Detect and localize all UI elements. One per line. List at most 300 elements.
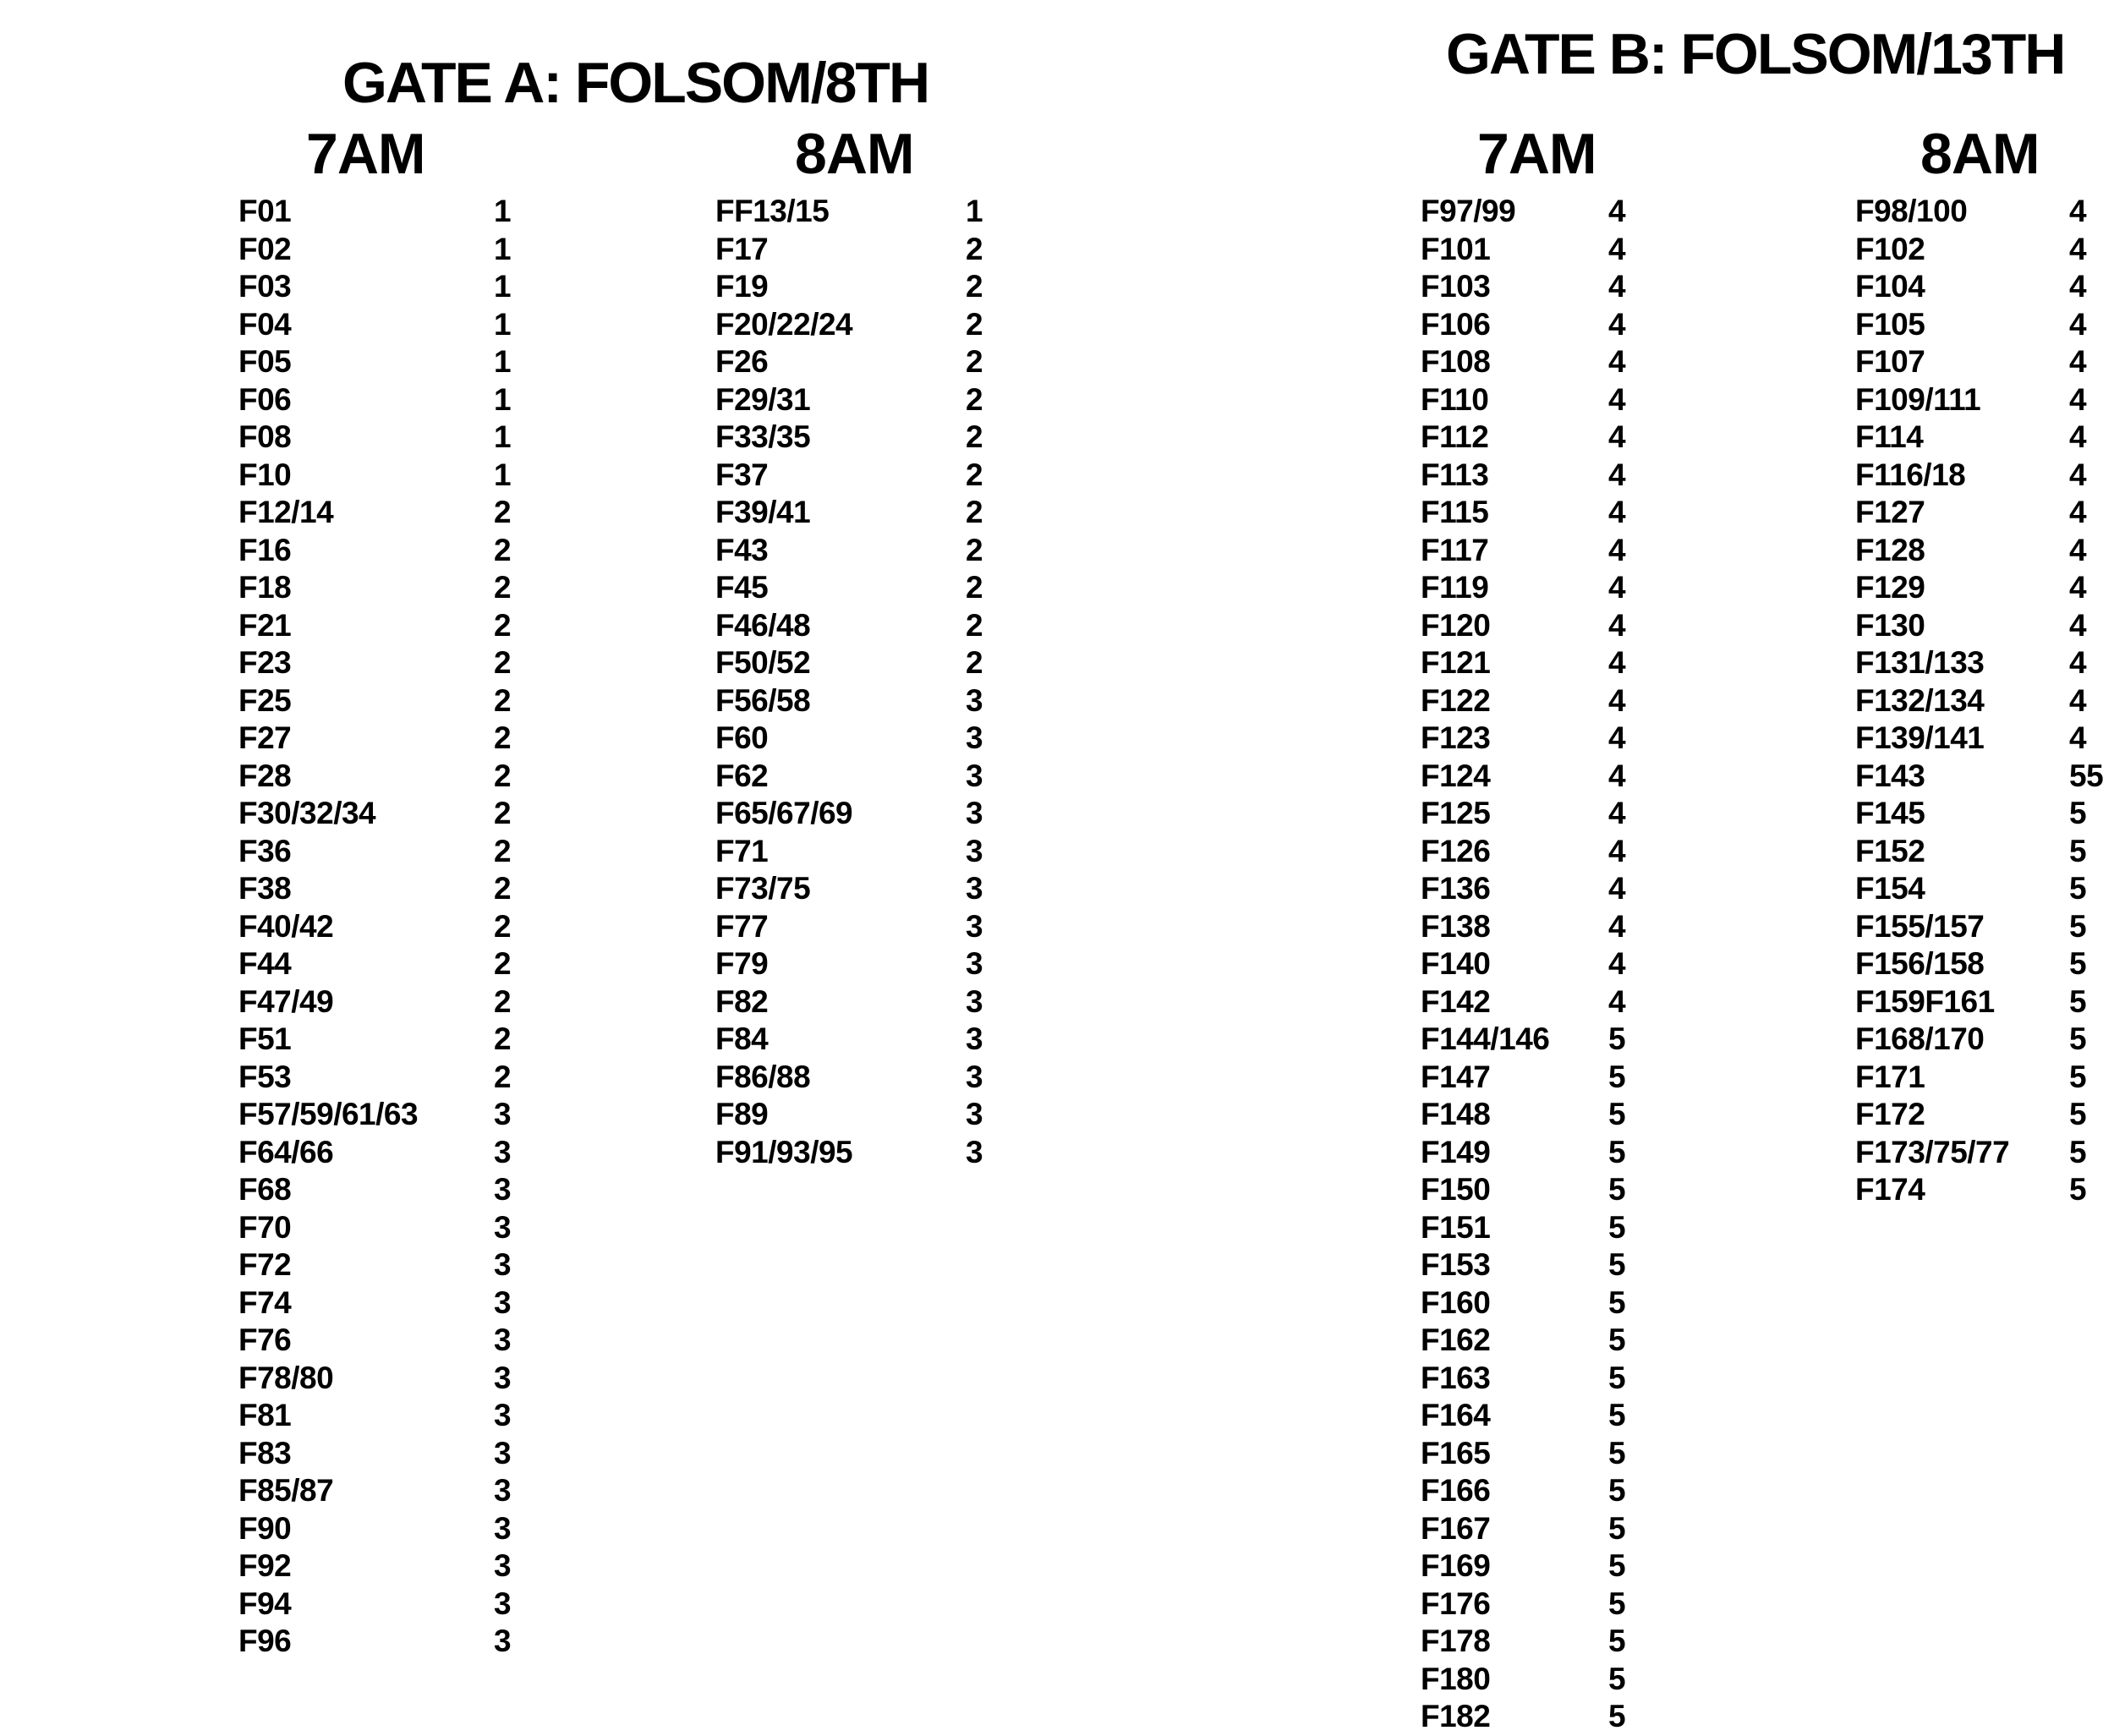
list-item: [1421, 1435, 1640, 1473]
item-number: 4: [1608, 682, 1626, 718]
item-number: 3: [966, 871, 983, 906]
list-item: [1421, 457, 1640, 495]
list-item: [1855, 833, 2109, 871]
item-code: F178: [1421, 1624, 1491, 1658]
gate-b-title: GATE B: FOLSOM/13TH: [1446, 22, 2065, 86]
item-number: 3: [494, 1510, 512, 1546]
item-number: 2: [494, 532, 512, 567]
gate-a-8am-header: 8AM: [795, 122, 914, 186]
item-number: 3: [494, 1473, 512, 1508]
item-code: F155/157: [1855, 908, 1985, 944]
list-item: [238, 833, 526, 871]
item-number: 2: [494, 908, 512, 944]
item-number: 4: [1608, 796, 1626, 830]
list-item: [1421, 306, 1640, 344]
item-code: F43: [715, 532, 769, 567]
item-number: 4: [2069, 381, 2087, 417]
list-item: [1421, 1021, 1640, 1059]
item-number: 1: [494, 231, 512, 266]
list-item: [1421, 682, 1640, 720]
item-number: 3: [966, 833, 983, 868]
list-item: [1421, 1171, 1640, 1209]
item-number: 2: [966, 344, 983, 379]
item-number: 5: [2069, 796, 2087, 830]
item-number: 55: [2069, 758, 2104, 793]
item-number: 1: [494, 419, 512, 454]
item-number: 4: [2069, 532, 2087, 567]
item-code: F56/58: [715, 682, 811, 718]
list-item: [715, 381, 1003, 419]
item-number: 5: [1608, 1473, 1626, 1508]
item-code: F17: [715, 231, 769, 266]
item-code: F152: [1855, 833, 1925, 868]
list-item: [1855, 607, 2109, 645]
item-number: 2: [494, 758, 512, 793]
gate-a-8am-list: [715, 193, 1003, 1171]
list-item: [1421, 494, 1640, 532]
item-number: 5: [1608, 1209, 1626, 1245]
list-item: [238, 193, 526, 231]
item-code: F168/170: [1855, 1021, 1985, 1056]
item-number: 3: [494, 1172, 512, 1207]
list-item: [715, 1096, 1003, 1134]
item-number: 2: [966, 532, 983, 567]
item-number: 2: [966, 570, 983, 605]
list-item: [238, 870, 526, 908]
item-number: 3: [966, 1134, 983, 1169]
item-code: F62: [715, 758, 769, 793]
item-number: 4: [1608, 645, 1626, 680]
list-item: [1855, 870, 2109, 908]
item-number: 4: [1608, 720, 1626, 755]
list-item: [1855, 569, 2109, 607]
list-item: [1855, 494, 2109, 532]
item-code: F81: [238, 1398, 292, 1432]
item-code: F04: [238, 306, 292, 342]
list-item: [1855, 1171, 2109, 1209]
item-number: 5: [1608, 1360, 1626, 1395]
item-number: 2: [494, 796, 512, 830]
item-code: F115: [1421, 495, 1489, 529]
item-code: F12/14: [238, 495, 334, 529]
item-number: 4: [1608, 194, 1626, 228]
item-code: F105: [1855, 306, 1925, 342]
item-number: 3: [494, 1585, 512, 1621]
item-code: F51: [238, 1021, 292, 1056]
item-number: 4: [1608, 833, 1626, 868]
item-number: 4: [1608, 419, 1626, 454]
item-number: 5: [1608, 1548, 1626, 1583]
item-code: F169: [1421, 1548, 1491, 1583]
item-number: 5: [1608, 1247, 1626, 1282]
list-item: [238, 569, 526, 607]
item-number: 5: [1608, 1021, 1626, 1056]
list-item: [1855, 1134, 2109, 1172]
list-item: [238, 231, 526, 269]
item-number: 3: [494, 1323, 512, 1357]
list-item: [1421, 569, 1640, 607]
item-code: F121: [1421, 645, 1491, 680]
list-item: [238, 1585, 526, 1624]
item-number: 4: [1608, 758, 1626, 793]
item-code: F33/35: [715, 419, 811, 454]
item-code: F132/134: [1855, 682, 1985, 718]
item-number: 4: [2069, 231, 2087, 266]
list-item: [1855, 193, 2109, 231]
list-item: [1855, 231, 2109, 269]
item-number: 3: [494, 1284, 512, 1320]
item-code: F57/59/61/63: [238, 1097, 419, 1131]
list-item: [1855, 795, 2109, 833]
item-code: F154: [1855, 871, 1925, 906]
gate-b-8am-list: [1855, 193, 2109, 1209]
list-item: [1421, 1397, 1640, 1435]
list-item: [238, 983, 526, 1021]
list-item: [238, 1171, 526, 1209]
item-number: 5: [2069, 1059, 2087, 1094]
item-number: 4: [2069, 570, 2087, 605]
item-number: 4: [1608, 269, 1626, 304]
item-code: F127: [1855, 495, 1925, 529]
item-number: 2: [494, 983, 512, 1019]
list-item: [1855, 532, 2109, 570]
item-number: 3: [494, 1435, 512, 1470]
item-code: F74: [238, 1284, 292, 1320]
list-item: [715, 1021, 1003, 1059]
item-number: 2: [494, 570, 512, 605]
gate-a-7am-list: [238, 193, 526, 1661]
item-number: 2: [966, 381, 983, 417]
list-item: [1855, 644, 2109, 682]
list-item: [1421, 795, 1640, 833]
item-number: 2: [966, 495, 983, 529]
list-item: [1421, 1623, 1640, 1661]
item-code: F92: [238, 1548, 292, 1583]
gate-b-8am-header: 8AM: [1920, 122, 2040, 186]
list-item: [715, 795, 1003, 833]
item-code: F103: [1421, 269, 1491, 304]
list-item: [238, 1134, 526, 1172]
item-code: F98/100: [1855, 194, 1968, 228]
item-code: F45: [715, 570, 769, 605]
item-code: F39/41: [715, 495, 811, 529]
item-code: F104: [1855, 269, 1925, 304]
item-code: F165: [1421, 1435, 1491, 1470]
item-code: F119: [1421, 570, 1489, 605]
item-number: 3: [966, 1059, 983, 1094]
item-number: 3: [966, 1021, 983, 1056]
item-number: 4: [2069, 269, 2087, 304]
gate-b-7am-list: [1421, 193, 1640, 1736]
item-number: 2: [966, 645, 983, 680]
item-number: 2: [966, 306, 983, 342]
item-number: 5: [1608, 1172, 1626, 1207]
item-number: 2: [966, 269, 983, 304]
item-number: 4: [1608, 495, 1626, 529]
list-item: [1421, 1510, 1640, 1548]
item-code: F106: [1421, 306, 1491, 342]
item-code: F110: [1421, 381, 1489, 417]
item-code: F10: [238, 457, 292, 492]
item-number: 1: [494, 457, 512, 492]
item-number: 3: [494, 1548, 512, 1583]
item-number: 4: [1608, 344, 1626, 379]
item-code: F89: [715, 1097, 769, 1131]
item-code: F173/75/77: [1855, 1134, 2010, 1169]
list-item: [1421, 1134, 1640, 1172]
list-item: [238, 795, 526, 833]
list-item: [1421, 870, 1640, 908]
item-code: F130: [1855, 607, 1925, 643]
list-item: [715, 306, 1003, 344]
list-item: [1855, 1059, 2109, 1097]
item-code: F149: [1421, 1134, 1491, 1169]
item-code: F44: [238, 946, 292, 981]
list-item: [1855, 419, 2109, 457]
item-code: F27: [238, 720, 292, 755]
list-item: [715, 1134, 1003, 1172]
item-number: 4: [1608, 946, 1626, 981]
list-item: [238, 1397, 526, 1435]
item-number: 3: [494, 1398, 512, 1432]
list-item: [238, 381, 526, 419]
item-number: 5: [1608, 1510, 1626, 1546]
item-number: 3: [494, 1247, 512, 1282]
list-item: [238, 343, 526, 381]
item-code: F182: [1421, 1699, 1491, 1733]
item-number: 5: [1608, 1435, 1626, 1470]
item-code: F25: [238, 682, 292, 718]
item-number: 3: [494, 1209, 512, 1245]
item-code: F167: [1421, 1510, 1491, 1546]
list-item: [1421, 1472, 1640, 1510]
list-item: [1421, 1059, 1640, 1097]
item-code: F150: [1421, 1172, 1491, 1207]
list-item: [715, 457, 1003, 495]
list-item: [715, 532, 1003, 570]
item-number: 5: [2069, 871, 2087, 906]
item-code: F84: [715, 1021, 769, 1056]
item-code: F123: [1421, 720, 1491, 755]
list-item: [1421, 193, 1640, 231]
item-code: F06: [238, 381, 292, 417]
item-number: 3: [966, 908, 983, 944]
item-code: F109/111: [1855, 381, 1981, 417]
item-number: 4: [1608, 607, 1626, 643]
list-item: [238, 607, 526, 645]
item-code: F147: [1421, 1059, 1491, 1094]
list-item: [238, 908, 526, 946]
list-item: [1855, 908, 2109, 946]
item-code: F20/22/24: [715, 306, 853, 342]
item-code: F26: [715, 344, 769, 379]
item-code: F79: [715, 946, 769, 981]
item-code: F97/99: [1421, 194, 1516, 228]
list-item: [1421, 945, 1640, 983]
item-number: 3: [966, 682, 983, 718]
list-item: [1421, 381, 1640, 419]
item-number: 5: [2069, 1097, 2087, 1131]
item-code: F171: [1855, 1059, 1925, 1094]
item-number: 4: [1608, 871, 1626, 906]
list-item: [1855, 1021, 2109, 1059]
list-item: [1855, 1096, 2109, 1134]
item-code: F159F161: [1855, 983, 1995, 1019]
item-code: F08: [238, 419, 292, 454]
item-code: F112: [1421, 419, 1489, 454]
item-code: F19: [715, 269, 769, 304]
item-number: 4: [2069, 682, 2087, 718]
item-number: 5: [2069, 946, 2087, 981]
item-code: F126: [1421, 833, 1491, 868]
item-code: F162: [1421, 1323, 1491, 1357]
list-item: [1855, 682, 2109, 720]
item-code: F131/133: [1855, 645, 1985, 680]
item-code: F28: [238, 758, 292, 793]
list-item: [715, 268, 1003, 306]
item-number: 5: [2069, 983, 2087, 1019]
item-code: F129: [1855, 570, 1925, 605]
list-item: [715, 607, 1003, 645]
list-item: [1421, 720, 1640, 758]
item-number: 1: [494, 381, 512, 417]
list-item: [238, 1547, 526, 1585]
item-code: F90: [238, 1510, 292, 1546]
item-number: 4: [1608, 570, 1626, 605]
item-code: F117: [1421, 532, 1489, 567]
item-code: F37: [715, 457, 769, 492]
list-item: [1421, 607, 1640, 645]
item-code: F153: [1421, 1247, 1491, 1282]
item-code: F96: [238, 1624, 292, 1658]
item-number: 3: [966, 796, 983, 830]
item-code: F64/66: [238, 1134, 334, 1169]
list-item: [1855, 457, 2109, 495]
item-code: F160: [1421, 1284, 1491, 1320]
item-number: 4: [2069, 720, 2087, 755]
item-number: 4: [2069, 306, 2087, 342]
list-item: [715, 833, 1003, 871]
item-code: F164: [1421, 1398, 1491, 1432]
item-code: F30/32/34: [238, 796, 376, 830]
item-code: F145: [1855, 796, 1925, 830]
item-code: F138: [1421, 908, 1491, 944]
item-code: F144/146: [1421, 1021, 1550, 1056]
list-item: [715, 193, 1003, 231]
item-code: F120: [1421, 607, 1491, 643]
item-number: 1: [966, 194, 983, 228]
item-code: F139/141: [1855, 720, 1985, 755]
item-number: 2: [966, 457, 983, 492]
list-item: [1421, 1322, 1640, 1360]
list-item: [1421, 1360, 1640, 1398]
list-item: [715, 908, 1003, 946]
item-code: F76: [238, 1323, 292, 1357]
item-code: F60: [715, 720, 769, 755]
item-number: 3: [494, 1134, 512, 1169]
item-number: 2: [494, 645, 512, 680]
item-code: F122: [1421, 682, 1491, 718]
item-number: 2: [494, 871, 512, 906]
list-item: [1421, 758, 1640, 796]
item-number: 3: [966, 1097, 983, 1131]
item-code: F40/42: [238, 908, 334, 944]
item-code: F23: [238, 645, 292, 680]
item-code: F180: [1421, 1661, 1491, 1696]
item-code: F73/75: [715, 871, 811, 906]
list-item: [1421, 908, 1640, 946]
item-number: 1: [494, 194, 512, 228]
list-item: [238, 682, 526, 720]
item-number: 5: [1608, 1059, 1626, 1094]
list-item: [238, 758, 526, 796]
item-number: 2: [494, 495, 512, 529]
list-item: [1421, 268, 1640, 306]
item-number: 5: [2069, 1172, 2087, 1207]
list-item: [238, 945, 526, 983]
list-item: [1855, 381, 2109, 419]
list-item: [238, 644, 526, 682]
item-code: F03: [238, 269, 292, 304]
list-item: [715, 682, 1003, 720]
list-item: [715, 983, 1003, 1021]
item-number: 4: [2069, 419, 2087, 454]
list-item: [238, 1284, 526, 1323]
list-item: [1855, 343, 2109, 381]
list-item: [715, 870, 1003, 908]
item-number: 5: [1608, 1284, 1626, 1320]
item-number: 4: [1608, 306, 1626, 342]
item-code: F136: [1421, 871, 1491, 906]
list-item: [238, 1096, 526, 1134]
item-number: 4: [2069, 607, 2087, 643]
item-code: F02: [238, 231, 292, 266]
list-item: [1421, 532, 1640, 570]
list-item: [1855, 306, 2109, 344]
item-code: F148: [1421, 1097, 1491, 1131]
item-code: F174: [1855, 1172, 1925, 1207]
item-code: F124: [1421, 758, 1491, 793]
item-code: F142: [1421, 983, 1491, 1019]
list-item: [1421, 644, 1640, 682]
item-number: 2: [494, 833, 512, 868]
list-item: [1421, 1096, 1640, 1134]
item-code: F72: [238, 1247, 292, 1282]
list-item: [238, 1209, 526, 1247]
list-item: [238, 419, 526, 457]
list-item: [1421, 343, 1640, 381]
item-number: 3: [966, 758, 983, 793]
list-item: [1421, 1661, 1640, 1699]
item-code: F78/80: [238, 1360, 334, 1395]
item-number: 5: [1608, 1699, 1626, 1733]
item-code: F94: [238, 1585, 292, 1621]
item-code: F114: [1855, 419, 1924, 454]
gate-a-title: GATE A: FOLSOM/8TH: [342, 51, 929, 115]
list-item: [1855, 720, 2109, 758]
item-number: 5: [1608, 1097, 1626, 1131]
item-code: F36: [238, 833, 292, 868]
item-number: 2: [966, 607, 983, 643]
item-number: 1: [494, 306, 512, 342]
list-item: [715, 419, 1003, 457]
item-code: F38: [238, 871, 292, 906]
list-item: [238, 532, 526, 570]
list-item: [238, 1246, 526, 1284]
item-code: F166: [1421, 1473, 1491, 1508]
list-item: [715, 1059, 1003, 1097]
item-number: 2: [966, 231, 983, 266]
